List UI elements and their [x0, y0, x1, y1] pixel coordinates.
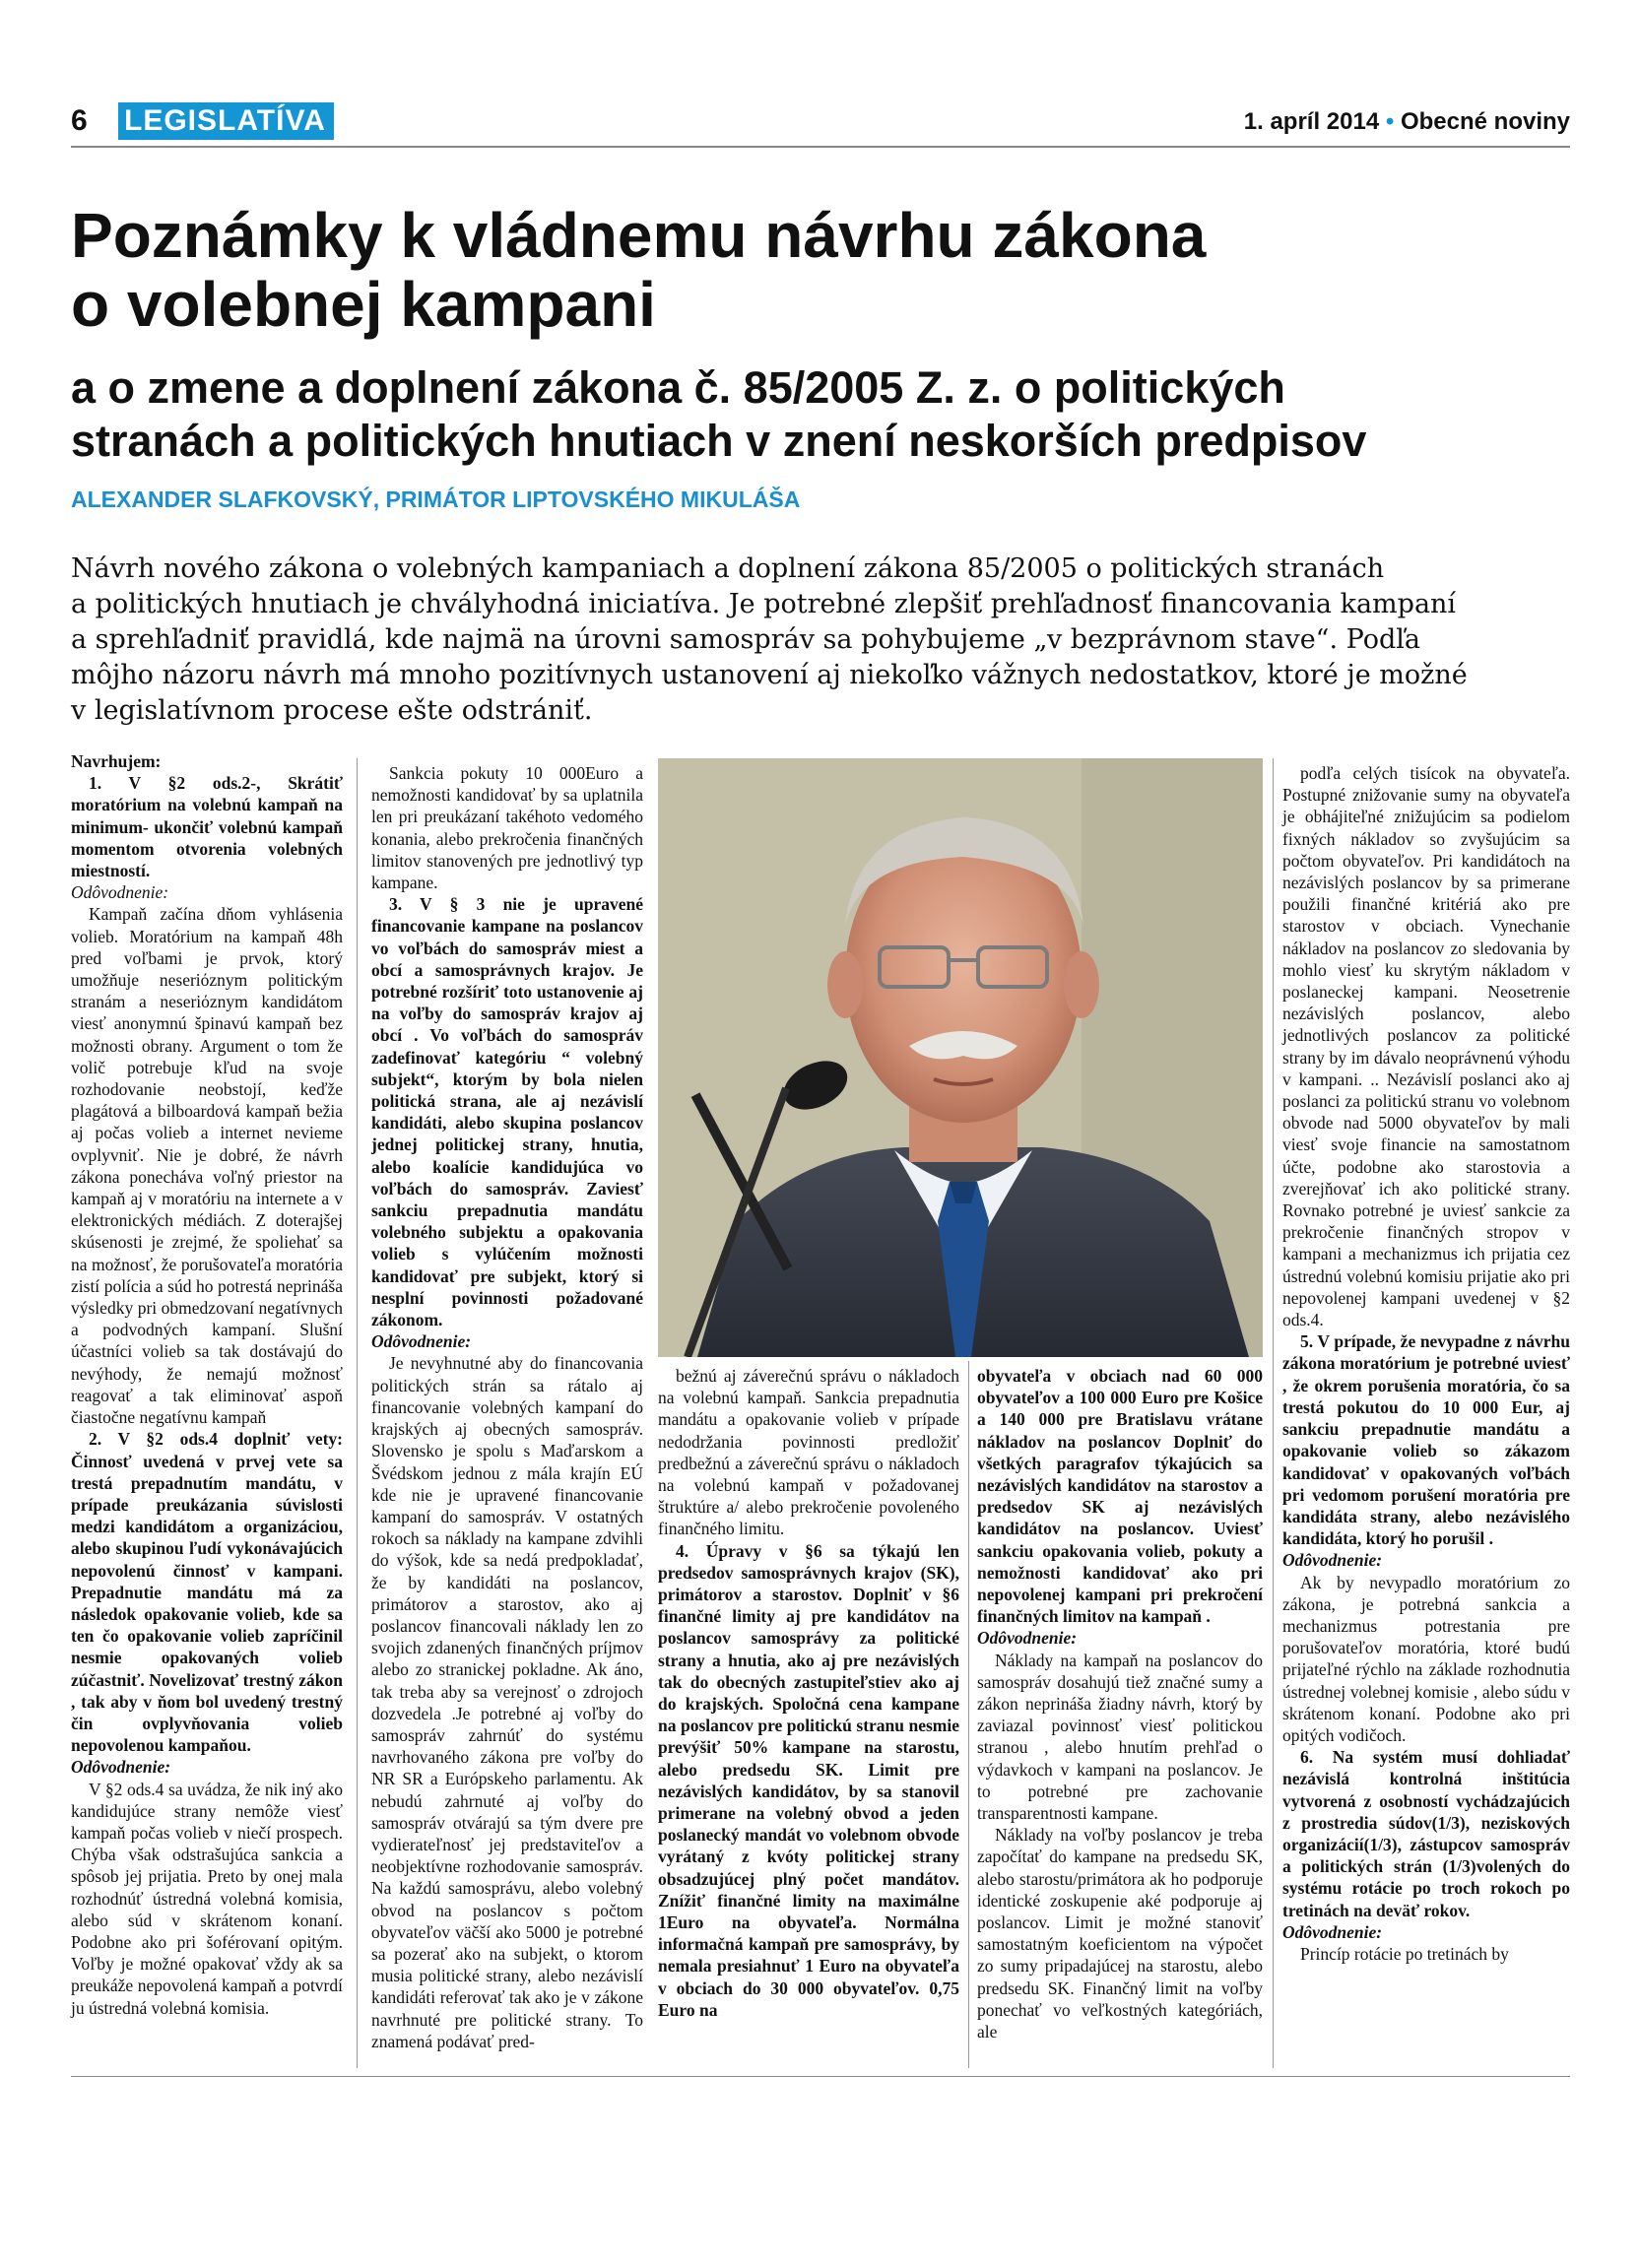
lead-line: v legislatívnom procese ešte odstrániť. — [71, 695, 593, 726]
article-title-line: Poznámky k vládnemu návrhu zákona — [71, 200, 1207, 271]
lead-paragraph — [71, 551, 1568, 729]
column-paragraph: Je nevyhnutné aby do financovania politických strán sa rátalo aj financovanie volebných kampaní do krajských aj obecných samospráv. Slovensko je spolu s Maďarskom a Švédskom jednou z mála krajín EÚ kde nie je upravené financovanie kampaní do samospráv. V ostatných rokoch sa náklady na kampane zdvihli do výšok, kde sa nedá predpokladať, že by kandidáti na poslancov, primátorov a starostov, ako aj poslancov financovali náklady len zo svojich zdanených finančných príjmov alebo zo stranickej pokladne. Ak áno, tak treba aby sa verejnosť o zdrojoch dozvedela .Je potrebné aj voľby do samospráv zahrnúť do systému navrhovaného zákona pre voľby do NR SR a Európskeho parlamentu. Ak nebudú zahrnuté aj voľby do samospráv otvárajú sa tým dvere pre vydierateľnosť jej predstaviteľov a neobjektívne rozhodovanie samospráv. Na každú samosprávu, alebo volebný obvod na poslancov s počtom obyvateľov väčší ako 5000 je potrebné sa pozerať ako na subjekt, o ktorom musia politické strany, alebo nezávislí kandidáti referovať tak ako je v zákone navrhnuté pre politické strany. To znamená podávať pred- — [371, 1353, 643, 2051]
column-paragraph: Kampaň začína dňom vyhlásenia volieb. Moratórium na kampaň 48h pred voľbami je prvok, ktorý umožňuje neseriόznym politickým stranám a neseriόznym kandidátom viesť anonymnú špinavú kampaň bez možnosti obrany. Argument o tom že volič potrebuje kľud na svoje rozhodovanie neobstojí, keďže plagátová a bilboardová kampaň bežia aj počas volieb a internet nevieme ovplyvniť. Nie je dobré, že návrh zákona ponecháva voľný priestor na kampaň aj v moratóriu na internete a v elektronických médiách. Z doterajšej skúsenosti je zrejmé, že spoliehať sa na možnosť, že porušovateľa moratória zistí polícia a súd ho potrestá neprináša výsledky pri obmedzovaní negatívnych a podvodných kampaní. Slušní účastníci volieb sa tak dostávajú do nevýhody, že nemajú možnosť reagovať a tak eliminovať aspoň čiastočne negatívnu kampaň — [71, 904, 343, 1428]
text-column-4 — [977, 1365, 1263, 2042]
article-subtitle — [71, 361, 1578, 468]
column-divider — [357, 758, 358, 2068]
header-rule — [71, 146, 1570, 148]
column-paragraph: 3. V § 3 nie je upravené financovanie kampane na poslancov vo voľbách do samospráv miest a obcí a samosprávnych krajov. Je potrebné rozšíriť toto ustanovenie aj na voľby do samospráv krajov aj obcí . Vo voľbách do samospráv zadefinovať kategóriu “ volebný subjekt“, ktorým by bola nielen politická strana, ale aj nezávislí kandidáti, alebo skupina poslancov jednej politickej strany, hnutia, alebo koalície kandidujúca vo voľbách do samospráv. Zaviesť sankciu prepadnutia mandátu volebného subjektu a opakovania volieb s vylúčením možnosti kandidovať pre subjekt, ktorý si nesplní povinnosti požadované zákonom. — [371, 894, 643, 1330]
column-paragraph: Náklady na voľby poslancov je treba započítať do kampane na predsedu SK, alebo starostu/primátora ak ho podporuje identické zoskupenie aké podporuje aj poslancov. Limit je možné stanoviť samostatným koeficientom na výpočet zo sumy pripadajúcej na starostu, alebo predsedu SK. Finančný limit na voľby ponechať vo veľkostných kategóriách, ale — [977, 1825, 1263, 2042]
text-column-5 — [1282, 762, 1570, 1965]
column-paragraph: 1. V §2 ods.2-, Skrátiť moratórium na volebnú kampaň na minimum- ukončiť volebnú kampaň momentom otvorenia volebných miestností. — [71, 773, 343, 881]
text-column-3 — [658, 1365, 959, 2021]
column-paragraph: Sankcia pokuty 10 000Euro a nemožnosti kandidovať by sa uplatnila len pri preukázaní takéhoto vedomého konania, alebo prekročenia finančných limitov stanovených pre jednotlivý typ kampane. — [371, 763, 643, 893]
dateline — [1244, 108, 1570, 136]
article-subtitle-line: a o zmene a doplnení zákona č. 85/2005 Z. z. o politických — [71, 362, 1285, 413]
reasoning-heading: Odôvodnenie: — [71, 1757, 171, 1778]
page-number: 6 — [71, 104, 88, 137]
column-paragraph: Ak by nevypadlo moratórium zo zákona, je potrebná sankcia a mechanizmus potrestania pre porušovateľov moratória, ktoré budú prijateľné rýchlo na základe rozhodnutia ústrednej volebnej komisie , alebo súdu v skrátenom konaní. Podobne ako pri opitých vodičoch. — [1282, 1572, 1570, 1745]
column-paragraph: Náklady na kampaň na poslancov do samospráv dosahujú tiež značné sumy a zákon neprináša žiadny návrh, ktorý by zaviazal povinnosť viesť politickou stranou , alebo hnutím prehľad o výdavkoch v kampani na poslancov. Je to potrebné pre zachovanie transparentnosti kampane. — [977, 1650, 1263, 1824]
author-photo — [658, 758, 1263, 1357]
reasoning-heading: Odôvodnenie: — [977, 1628, 1078, 1649]
reasoning-heading: Odôvodnenie: — [371, 1331, 472, 1352]
reasoning-heading: Odôvodnenie: — [71, 882, 169, 903]
column-divider — [1273, 758, 1274, 2068]
column-divider — [968, 1361, 969, 2068]
article-subtitle-line: stranách a politických hnutiach v znení neskorších predpisov — [71, 416, 1367, 466]
issue-date: 1. apríl 2014 — [1243, 108, 1380, 135]
article-title — [71, 201, 1578, 339]
column-paragraph: 6. Na systém musí dohliadať nezávislá kontrolná inštitúcia vytvorená z osobností vychádzajúcich z prostredia súdov(1/3), neziskových organizácií(1/3), zástupcov samospráv a politických strán (1/3)volených do systému rotácie po troch rokoch po tretinách na deväť rokov. — [1282, 1747, 1570, 1920]
text-column-2 — [371, 762, 643, 2052]
column-paragraph: 2. V §2 ods.4 doplniť vety: Činnosť uvedená v prvej vete sa trestá prepadnutím mandátu, v prípade preukázania súvislosti medzi kandidátom a organizáciou, alebo skupinou ľudí vykonávajúcich nepovolenú činnosť v kampani. Prepadnutie mandátu má za následok opakovanie volieb, kde sa ten čo opakovanie volieb zapríčinil nesmie opakovaných volieb zúčastniť. Novelizovať trestný zákon , tak aby v ňom bol uvedený trestný čin ovplyvňovania volieb nepovolenou kampaňou. — [71, 1429, 343, 1756]
column-paragraph: podľa celých tisícok na obyvateľa. Postupné znižovanie sumy na obyvateľa je obhájiteľné znižujúcim sa podielom fixných nákladov so zvyšujúcim sa počtom obyvateľov. Pri kandidátoch na nezávislých poslancov by sa primerane použili finančné kritériá ako pre starostov v obciach. Vynechanie nákladov na poslancov zo sledovania by mohlo viesť ku skrytým nákladom v poslaneckej kampani. Neosetrenie nezávislých poslancov, alebo jednotlivých poslancov za politické strany by im dávalo neoprávnenú výhodu v kampani. .. Nezávislí poslanci ako aj poslanci za politickú stranu vo volebnom obvode nad 5000 obyvateľov by mali viesť svoje financie na samostatnom účte, podobne ako starostovia a zverejňovať ich ako politické strany. Rovnako potrebné je uviesť sankcie za prekročenie finančných stropov v kampani a mechanizmus ich prijatia cez ústrednú volebnú komisiu prijatie ako pri nepovolenej kampani uvedenej v §2 ods.4. — [1282, 763, 1570, 1330]
portrait-illustration — [658, 758, 1263, 1357]
reasoning-heading: Odôvodnenie: — [1282, 1921, 1383, 1942]
page-header — [71, 102, 1570, 142]
lead-line: môjho názoru návrh má mnoho pozitívnych ustanovení aj niekoľko vážnych nedostatkov, ktoré je možné — [71, 660, 1468, 690]
column-paragraph: V §2 ods.4 sa uvádza, že nik iný ako kandidujúce strany nemôže viesť kampaň počas volieb v niečí prospech. Chýba však odstrašujúca sankcia a spôsob jej prijatia. Preto by onej mala rozhodnúť ústredná volebná komisia, alebo súd v skrátenom konaní. Podobne ako pri šoférovaní opitým. Voľby je možné opakovať vždy ak sa preukáže nepovolená kampaň a potvrdí ju ústredná volebná komisia. — [71, 1779, 343, 2018]
text-column-1 — [71, 750, 343, 2019]
lead-line: a politických hnutiach je chvályhodná iniciatíva. Je potrebné zlepšiť prehľadnosť financovania kampaní — [71, 589, 1457, 619]
reasoning-heading: Odôvodnenie: — [1282, 1550, 1383, 1571]
article-title-line: o volebnej kampani — [71, 269, 656, 340]
section-label: LEGISLATÍVA — [118, 102, 334, 140]
footer-rule — [71, 2076, 1570, 2077]
column-paragraph: 5. V prípade, že nevypadne z návrhu zákona moratórium je potrebné uviesť , že okrem porušenia moratória, čo sa trestá pokutou do 10 000 Eur, aj sankciu prepadnutie mandátu a opakovanie volieb so zákazom kandidovať v opakovaných voľbách pri vedomom porušení moratória pre kandidáta strany, alebo nezávislého kandidáta, ktorý ho porušil . — [1282, 1331, 1570, 1549]
publication-name: Obecné noviny — [1400, 108, 1570, 135]
lead-line: a sprehľadniť pravidlá, kde najmä na úrovni samospráv sa pohybujeme „v bezprávnom stave“. Podľa — [71, 624, 1420, 655]
lead-line: Návrh nového zákona o volebných kampaniach a doplnení zákona 85/2005 o politických stranách — [71, 553, 1385, 584]
column-paragraph: Navrhujem: — [71, 751, 162, 771]
column-paragraph: bežnú aj záverečnú správu o nákladoch na volebnú kampaň. Sankcia prepadnutia mandátu a opakovanie volieb v prípade nedodržania povinnosti predložiť predbežnú a záverečnú správu o nákladoch na volebnú kampaň v požadovanej štruktúre a/ alebo prekročenie povoleného finančného limitu. — [658, 1366, 959, 1539]
column-paragraph: obyvateľa v obciach nad 60 000 obyvateľov a 100 000 Euro pre Košice a 140 000 pre Bratislavu vrátane nákladov na poslancov Doplniť do všetkých paragrafov týkajúcich sa nezávislých kandidátov na starostov a predsedov SK aj nezávislých kandidátov na poslancov. Uviesť sankciu opakovania volieb, pokuty a nemožnosti kandidovať ako pri nepovolenej kampani pri prekročení finančných limitov na kampaň . — [977, 1366, 1263, 1627]
column-paragraph: Princíp rotácie po tretinách by — [1300, 1943, 1509, 1964]
column-paragraph: 4. Úpravy v §6 sa týkajú len predsedov samosprávnych krajov (SK), primátorov a starostov. Doplniť v §6 finančné limity aj pre kandidátov na poslancov samosprávy za politické strany a hnutia, ako aj pre nezávislých tak do obecných zastupiteľstiev ako aj do krajských. Spoločná cena kampane na poslancov pre politickú stranu nesmie prevýšiť 50% kampane na starostu, alebo predsedu SK. Limit pre nezávislých kandidátov, by sa stanovil primerane na volebný obvod a jeden poslanecký mandát vo volebnom obvode vyrátaný z kvóty politickej strany obsadzujúcej plný počet mandátov. Znížiť finančné limity na maximálne 1Euro na obyvateľa. Normálna informačná kampaň pre samosprávy, by nemala presiahnuť 1 Euro na obyvateľa v obciach do 30 000 obyvateľov. 0,75 Euro na — [658, 1540, 959, 2020]
author-byline: ALEXANDER SLAFKOVSKÝ, PRIMÁTOR LIPTOVSKÉHO MIKULÁŠA — [71, 486, 801, 512]
dateline-separator: • — [1385, 108, 1395, 135]
